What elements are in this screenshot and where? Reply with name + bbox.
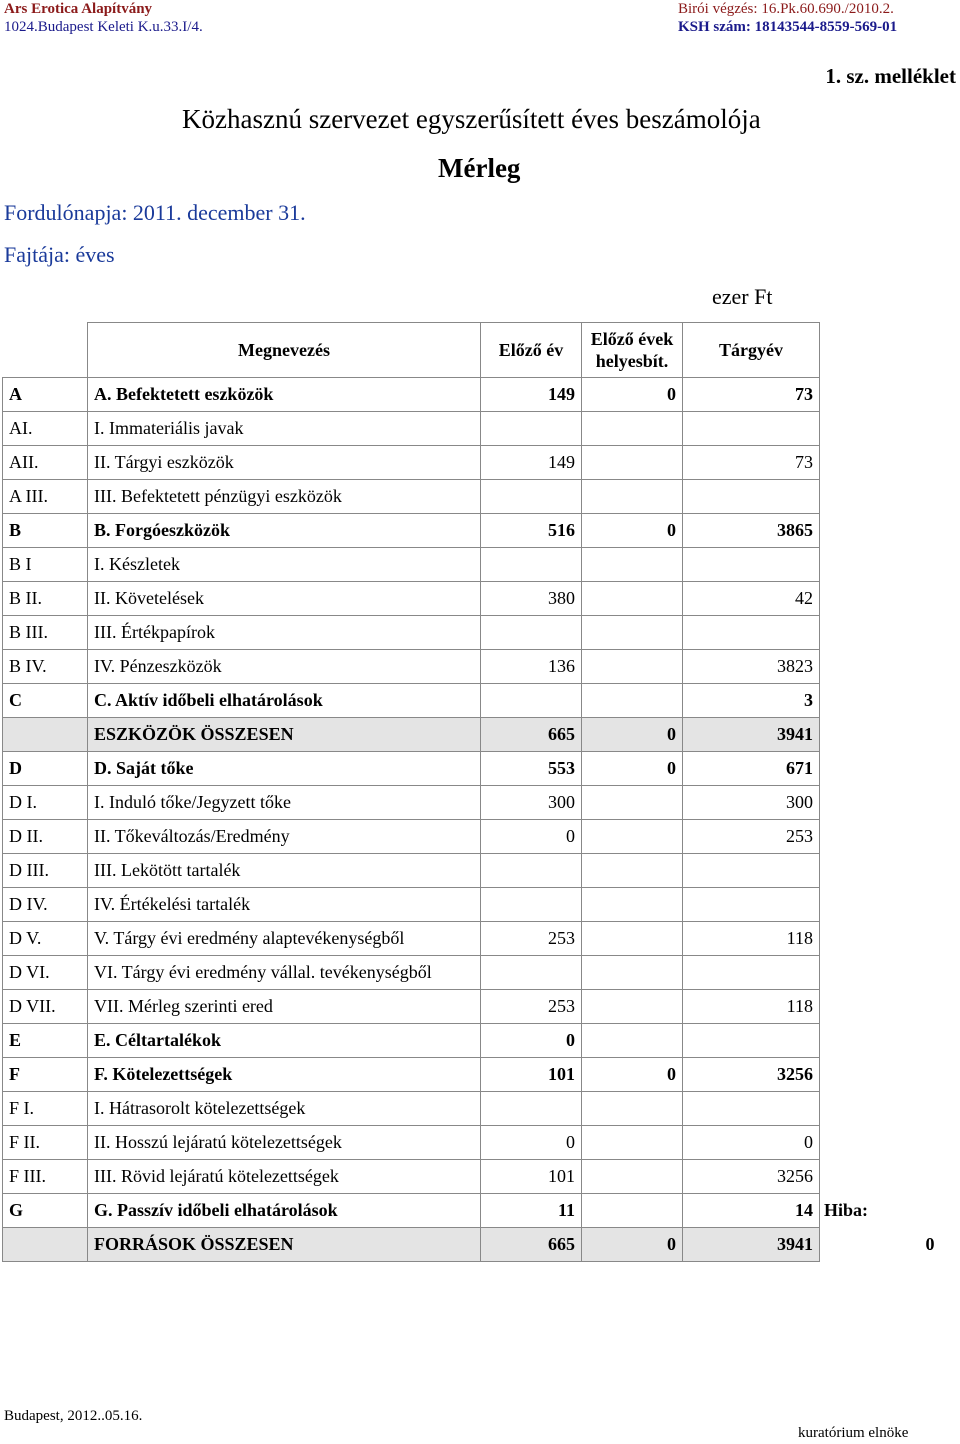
- row-name: ESZKÖZÖK ÖSSZESEN: [88, 718, 481, 752]
- row-code: F: [3, 1058, 88, 1092]
- row-prev-adj: 0: [582, 514, 683, 548]
- row-extra: [820, 548, 941, 582]
- row-extra: [820, 990, 941, 1024]
- row-prev: 149: [481, 446, 582, 480]
- row-prev-adj: 0: [582, 1228, 683, 1262]
- ksh-number: KSH szám: 18143544-8559-569-01: [678, 19, 898, 35]
- row-name: VII. Mérleg szerinti ered: [88, 990, 481, 1024]
- row-code: B IV.: [3, 650, 88, 684]
- header-name: Megnevezés: [88, 323, 481, 378]
- header-current: Tárgyév: [683, 323, 820, 378]
- table-row: [3, 548, 941, 582]
- row-prev: [481, 1092, 582, 1126]
- table-row: [3, 1126, 941, 1160]
- row-prev-adj: [582, 922, 683, 956]
- table-row: [3, 1092, 941, 1126]
- row-name: V. Tárgy évi eredmény alaptevékenységből: [88, 922, 481, 956]
- row-prev: 253: [481, 922, 582, 956]
- row-name: IV. Pénzeszközök: [88, 650, 481, 684]
- row-current: [683, 854, 820, 888]
- row-prev-adj: [582, 446, 683, 480]
- row-prev: [481, 480, 582, 514]
- row-prev: 0: [481, 1024, 582, 1058]
- header-extra: [820, 323, 941, 378]
- table-row: [3, 616, 941, 650]
- row-name: G. Passzív időbeli elhatárolások: [88, 1194, 481, 1228]
- unit-label: ezer Ft: [712, 284, 773, 309]
- row-name: I. Induló tőke/Jegyzett tőke: [88, 786, 481, 820]
- row-code: D VI.: [3, 956, 88, 990]
- row-extra: [820, 480, 941, 514]
- row-current: 42: [683, 582, 820, 616]
- row-code: C: [3, 684, 88, 718]
- row-prev-adj: [582, 820, 683, 854]
- row-current: 73: [683, 446, 820, 480]
- row-name: I. Készletek: [88, 548, 481, 582]
- table-row: [3, 1228, 941, 1262]
- row-prev-adj: [582, 990, 683, 1024]
- table-row: [3, 1160, 941, 1194]
- row-code: B I: [3, 548, 88, 582]
- row-name: IV. Értékelési tartalék: [88, 888, 481, 922]
- row-code: D II.: [3, 820, 88, 854]
- document-title: Közhasznú szervezet egyszerűsített éves beszámolója: [182, 104, 761, 134]
- row-current: 118: [683, 990, 820, 1024]
- row-extra: [820, 956, 941, 990]
- row-current: [683, 888, 820, 922]
- report-type: Fajtája: éves: [4, 242, 115, 267]
- row-name: A. Befektetett eszközök: [88, 378, 481, 412]
- row-current: 3: [683, 684, 820, 718]
- row-extra: [820, 684, 941, 718]
- table-row: [3, 752, 941, 786]
- table-row: [3, 684, 941, 718]
- row-current: 3256: [683, 1058, 820, 1092]
- header-code: [3, 323, 88, 378]
- org-address: 1024.Budapest Keleti K.u.33.I/4.: [4, 19, 203, 35]
- row-name: II. Tárgyi eszközök: [88, 446, 481, 480]
- row-name: II. Követelések: [88, 582, 481, 616]
- row-prev-adj: [582, 854, 683, 888]
- footer-place-date: Budapest, 2012..05.16.: [4, 1408, 143, 1424]
- row-prev: [481, 548, 582, 582]
- row-current: 3941: [683, 718, 820, 752]
- row-current: [683, 1024, 820, 1058]
- table-row: [3, 820, 941, 854]
- row-prev: [481, 684, 582, 718]
- row-current: 300: [683, 786, 820, 820]
- row-prev-adj: 0: [582, 378, 683, 412]
- row-code: E: [3, 1024, 88, 1058]
- row-extra: [820, 922, 941, 956]
- row-current: [683, 412, 820, 446]
- row-extra: [820, 1160, 941, 1194]
- table-row: [3, 446, 941, 480]
- row-current: 3941: [683, 1228, 820, 1262]
- row-current: [683, 548, 820, 582]
- table-row: [3, 480, 941, 514]
- row-prev: 11: [481, 1194, 582, 1228]
- row-name: II. Hosszú lejáratú kötelezettségek: [88, 1126, 481, 1160]
- row-name: FORRÁSOK ÖSSZESEN: [88, 1228, 481, 1262]
- row-extra: [820, 582, 941, 616]
- row-code: B II.: [3, 582, 88, 616]
- table-row: [3, 888, 941, 922]
- row-extra: [820, 888, 941, 922]
- row-extra: [820, 786, 941, 820]
- row-name: III. Értékpapírok: [88, 616, 481, 650]
- annex-label: 1. sz. melléklet: [825, 64, 956, 88]
- row-current: [683, 1092, 820, 1126]
- row-prev-adj: [582, 888, 683, 922]
- court-registration: Birói végzés: 16.Pk.60.690./2010.2.: [678, 1, 894, 17]
- row-prev-adj: [582, 548, 683, 582]
- row-prev-adj: [582, 1126, 683, 1160]
- table-row: [3, 1194, 941, 1228]
- header-left: [4, 0, 203, 36]
- row-code: A: [3, 378, 88, 412]
- reporting-date: Fordulónapja: 2011. december 31.: [4, 200, 306, 225]
- table-row: [3, 718, 941, 752]
- table-row: [3, 922, 941, 956]
- row-prev: 253: [481, 990, 582, 1024]
- row-prev: [481, 888, 582, 922]
- table-row: [3, 582, 941, 616]
- table-row: [3, 514, 941, 548]
- row-current: [683, 956, 820, 990]
- row-name: F. Kötelezettségek: [88, 1058, 481, 1092]
- table-row: [3, 854, 941, 888]
- row-prev: 101: [481, 1160, 582, 1194]
- row-prev-adj: [582, 956, 683, 990]
- row-current: 671: [683, 752, 820, 786]
- row-extra: [820, 650, 941, 684]
- table-row: [3, 378, 941, 412]
- row-code: F I.: [3, 1092, 88, 1126]
- row-code: AI.: [3, 412, 88, 446]
- row-prev-adj: [582, 582, 683, 616]
- header-prev-adj: Előző évek helyesbít.: [582, 323, 683, 378]
- balance-table: [2, 322, 941, 1262]
- row-extra: [820, 616, 941, 650]
- row-prev: 300: [481, 786, 582, 820]
- row-current: 73: [683, 378, 820, 412]
- row-prev-adj: 0: [582, 718, 683, 752]
- row-name: I. Immateriális javak: [88, 412, 481, 446]
- row-extra: [820, 718, 941, 752]
- row-current: 3256: [683, 1160, 820, 1194]
- row-prev-adj: [582, 1092, 683, 1126]
- header-prev: Előző év: [481, 323, 582, 378]
- row-extra: [820, 378, 941, 412]
- row-extra: [820, 412, 941, 446]
- row-code: D VII.: [3, 990, 88, 1024]
- table-row: [3, 956, 941, 990]
- row-code: D III.: [3, 854, 88, 888]
- row-name: III. Rövid lejáratú kötelezettségek: [88, 1160, 481, 1194]
- row-prev: 516: [481, 514, 582, 548]
- row-name: B. Forgóeszközök: [88, 514, 481, 548]
- row-extra: [820, 1126, 941, 1160]
- row-extra: [820, 752, 941, 786]
- row-prev: 380: [481, 582, 582, 616]
- row-prev: 0: [481, 820, 582, 854]
- row-extra: [820, 854, 941, 888]
- table-row: [3, 650, 941, 684]
- document-subtitle: Mérleg: [438, 153, 521, 183]
- table-row: [3, 1024, 941, 1058]
- row-prev: [481, 412, 582, 446]
- header-right: [678, 0, 897, 36]
- row-name: D. Saját tőke: [88, 752, 481, 786]
- row-code: [3, 1228, 88, 1262]
- row-current: 0: [683, 1126, 820, 1160]
- row-name: II. Tőkeváltozás/Eredmény: [88, 820, 481, 854]
- row-code: D V.: [3, 922, 88, 956]
- table-row: [3, 412, 941, 446]
- row-name: I. Hátrasorolt kötelezettségek: [88, 1092, 481, 1126]
- row-prev-adj: [582, 616, 683, 650]
- row-prev: [481, 616, 582, 650]
- row-name: III. Lekötött tartalék: [88, 854, 481, 888]
- row-code: B III.: [3, 616, 88, 650]
- row-prev-adj: [582, 1160, 683, 1194]
- row-current: 118: [683, 922, 820, 956]
- table-row: [3, 1058, 941, 1092]
- row-name: C. Aktív időbeli elhatárolások: [88, 684, 481, 718]
- row-extra: 0: [820, 1228, 941, 1262]
- row-code: G: [3, 1194, 88, 1228]
- row-code: F II.: [3, 1126, 88, 1160]
- row-prev-adj: [582, 480, 683, 514]
- row-prev-adj: 0: [582, 752, 683, 786]
- row-code: F III.: [3, 1160, 88, 1194]
- row-code: D IV.: [3, 888, 88, 922]
- footer-signature-label: kuratórium elnöke: [798, 1425, 909, 1441]
- row-prev-adj: [582, 1024, 683, 1058]
- row-extra: [820, 1058, 941, 1092]
- row-extra: [820, 820, 941, 854]
- row-extra: [820, 1092, 941, 1126]
- row-prev-adj: [582, 684, 683, 718]
- row-code: D I.: [3, 786, 88, 820]
- row-current: 3865: [683, 514, 820, 548]
- row-extra: [820, 514, 941, 548]
- table-row: [3, 990, 941, 1024]
- row-current: [683, 480, 820, 514]
- row-current: 3823: [683, 650, 820, 684]
- row-prev: 665: [481, 1228, 582, 1262]
- row-prev: [481, 956, 582, 990]
- row-code: D: [3, 752, 88, 786]
- row-prev-adj: [582, 412, 683, 446]
- row-extra: [820, 1024, 941, 1058]
- row-prev: 665: [481, 718, 582, 752]
- row-prev-adj: [582, 786, 683, 820]
- row-prev-adj: [582, 650, 683, 684]
- org-name: Ars Erotica Alapítvány: [4, 1, 153, 17]
- row-prev: 149: [481, 378, 582, 412]
- row-code: B: [3, 514, 88, 548]
- table-row: [3, 786, 941, 820]
- row-code: A III.: [3, 480, 88, 514]
- row-current: 14: [683, 1194, 820, 1228]
- row-prev-adj: 0: [582, 1058, 683, 1092]
- row-current: [683, 616, 820, 650]
- row-prev: [481, 854, 582, 888]
- row-prev: 553: [481, 752, 582, 786]
- row-prev-adj: [582, 1194, 683, 1228]
- table-header-row: [3, 323, 941, 378]
- row-code: AII.: [3, 446, 88, 480]
- row-code: [3, 718, 88, 752]
- row-prev: 101: [481, 1058, 582, 1092]
- row-extra: Hiba:: [824, 1200, 869, 1220]
- row-name: III. Befektetett pénzügyi eszközök: [88, 480, 481, 514]
- row-extra: [820, 446, 941, 480]
- row-prev: 0: [481, 1126, 582, 1160]
- row-current: 253: [683, 820, 820, 854]
- row-prev: 136: [481, 650, 582, 684]
- row-name: VI. Tárgy évi eredmény vállal. tevékenységből: [88, 956, 481, 990]
- row-name: E. Céltartalékok: [88, 1024, 481, 1058]
